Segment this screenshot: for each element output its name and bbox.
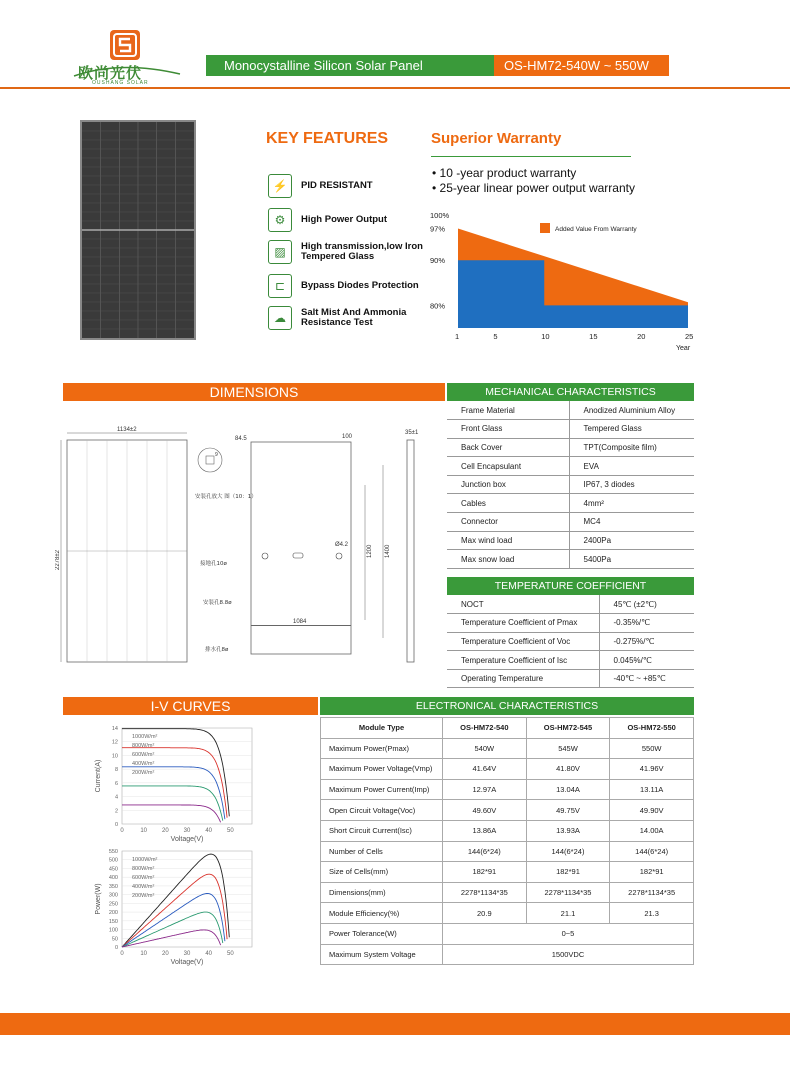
electrical-label: Module Efficiency(%) [321,903,443,924]
electrical-row [321,923,694,944]
temperature-value: -40℃ ~ +85℃ [599,669,694,688]
warranty-x-tick: 5 [493,332,498,341]
electrical-column-header: OS-HM72-540 [443,718,527,739]
electrical-value: 13.04A [526,779,610,800]
electrical-value: 144(6*24) [443,841,527,862]
y-tick-label: 250 [108,901,118,908]
y-tick-label: 450 [108,866,118,873]
dimension-drawing [55,420,445,675]
electrical-value: 182*91 [443,862,527,883]
electrical-label: Power Tolerance(W) [321,923,443,944]
temperature-table [447,595,694,688]
legend-label: 1000W/m² [132,734,158,740]
mechanical-row [447,550,694,569]
temperature-row [447,632,694,651]
warranty-y-tick: 97% [430,224,446,234]
electrical-label: Dimensions(mm) [321,882,443,903]
electrical-column-header: OS-HM72-545 [526,718,610,739]
electrical-value: 14.00A [610,820,694,841]
mechanical-label: Connector [447,513,569,532]
electrical-value: 49.75V [526,800,610,821]
x-tick-label: 20 [161,828,169,834]
mechanical-row [447,438,694,457]
x-tick-label: 20 [161,951,169,957]
electrical-row [321,779,694,800]
x-tick-label: 40 [205,828,213,834]
y-tick-label: 6 [114,780,118,787]
x-tick-label: 0 [120,828,124,834]
temperature-value: -0.35%/℃ [599,614,694,633]
temperature-value: -0.275%/℃ [599,632,694,651]
feature-label: High transmission,low Iron Tempered Glass [301,241,423,262]
mechanical-label: Max wind load [447,531,569,550]
legend-label: 600W/m² [132,752,155,758]
electrical-value: 20.9 [443,903,527,924]
mechanical-row [447,475,694,494]
salt-mist-icon: ☁ [268,306,292,330]
detail-label: 安装孔放大 图（10：1） [195,494,257,500]
dimensions-header: DIMENSIONS [63,383,445,401]
warranty-y-tick: 80% [430,301,446,311]
mechanical-value: Anodized Aluminium Alloy [569,401,694,420]
electrical-value: 1500VDC [443,944,694,965]
feature-label: Bypass Diodes Protection [301,280,419,291]
mechanical-table [447,401,694,569]
logo-english-text: OUSHANG SOLAR [92,80,149,86]
y-tick-label: 12 [111,739,118,746]
electrical-value: 540W [443,738,527,759]
electrical-value: 21.3 [610,903,694,924]
drain-hole-label: 排水孔8ø [205,647,229,653]
curve-line [122,805,221,822]
mechanical-row [447,457,694,476]
electrical-row [321,944,694,965]
mechanical-value: 5400Pa [569,550,694,569]
logo-chinese-text: 欧尚光伏 [78,64,143,82]
electrical-table [320,717,694,965]
temperature-row [447,651,694,670]
electrical-row [321,738,694,759]
y-tick-label: 2 [114,808,118,815]
y-tick-label: 8 [114,767,118,774]
mount-hole-label: 安装孔8.8ø [203,600,232,606]
dim-1200-label: 1200 [367,544,373,558]
x-tick-label: 10 [140,951,148,957]
product-name-bar: Monocystalline Silicon Solar Panel [206,55,494,76]
curve-line [122,894,225,948]
electrical-column-header: Module Type [321,718,443,739]
dim-1400-label: 1400 [385,544,391,558]
x-axis-label: Voltage(V) [170,836,204,843]
mechanical-row [447,401,694,420]
electrical-label: Short Circuit Current(Isc) [321,820,443,841]
electrical-header: ELECTRONICAL CHARACTERISTICS [320,697,694,715]
electrical-label: Maximum System Voltage [321,944,443,965]
electrical-row [321,800,694,821]
warranty-y-tick: 100% [430,211,450,220]
mechanical-label: Cables [447,494,569,513]
mechanical-label: Cell Encapsulant [447,457,569,476]
mechanical-value: 4mm² [569,494,694,513]
y-tick-label: 4 [114,794,118,801]
warranty-x-tick: 20 [637,332,646,341]
electrical-value: 41.80V [526,759,610,780]
feature-item-salt-mist [268,306,425,330]
x-tick-label: 50 [226,828,234,834]
d3-label: 9 [215,452,218,458]
temperature-row [447,614,694,633]
side-view-drawing [405,430,419,662]
electrical-value: 49.90V [610,800,694,821]
legend-label: 800W/m² [132,866,155,872]
header-divider [0,87,790,89]
electrical-value: 41.96V [610,759,694,780]
warranty-x-axis-label: Year [676,345,691,352]
solar-panel-image [80,120,196,340]
mechanical-row [447,531,694,550]
electrical-value: 182*91 [610,862,694,883]
d1-label: 84.5 [235,436,247,442]
footer-bar [0,1013,790,1035]
legend-label: 400W/m² [132,884,155,890]
electrical-label: Maximum Power Current(Imp) [321,779,443,800]
x-axis-label: Voltage(V) [170,959,204,966]
x-tick-label: 40 [205,951,213,957]
warranty-x-tick: 10 [541,332,550,341]
electrical-row [321,903,694,924]
x-tick-label: 30 [183,828,191,834]
warranty-divider [431,156,631,157]
y-tick-label: 500 [108,857,118,864]
temperature-label: Operating Temperature [447,669,599,688]
y-tick-label: 0 [114,822,118,828]
solar-panel-cells-icon [82,122,194,338]
power-output-icon: ⚙ [268,208,292,232]
legend-label: 400W/m² [132,761,155,767]
diode-icon: ⊏ [268,274,292,298]
pid-icon: ⚡ [268,174,292,198]
temperature-value: 45℃ (±2℃) [599,595,694,614]
feature-label: Salt Mist And Ammonia Resistance Test [301,307,407,328]
company-logo [70,30,190,88]
electrical-label: Maximum Power(Pmax) [321,738,443,759]
electrical-row [321,862,694,883]
electrical-value: 2278*1134*35 [526,882,610,903]
electrical-row [321,841,694,862]
legend-label: 1000W/m² [132,857,158,863]
x-tick-label: 0 [120,951,124,957]
warranty-title: Superior Warranty [431,130,562,147]
feature-item-diodes [268,274,425,298]
electrical-value: 41.64V [443,759,527,780]
feature-item-glass [268,240,425,264]
current-voltage-chart [90,722,260,847]
electrical-value: 12.97A [443,779,527,800]
y-tick-label: 300 [108,892,118,899]
legend-label: 200W/m² [132,893,155,899]
mechanical-value: Tempered Glass [569,420,694,439]
mechanical-value: MC4 [569,513,694,532]
y-tick-label: 10 [111,753,118,760]
warranty-x-tick: 15 [589,332,598,341]
warranty-bullet-text: 25-year linear power output warranty [439,181,635,195]
ground-hole-label: 接地孔10ø [200,561,227,567]
electrical-value: 144(6*24) [610,841,694,862]
temperature-header: TEMPERATURE COEFFICIENT [447,577,694,595]
y-axis-label: Power(W) [95,883,102,915]
x-tick-label: 10 [140,828,148,834]
feature-item-power [268,208,425,232]
electrical-row [321,882,694,903]
mechanical-row [447,420,694,439]
dim-1084-label: 1084 [293,619,307,625]
frame-depth-label: 35±1 [405,430,419,436]
temperature-label: NOCT [447,595,599,614]
electrical-header-row [321,718,694,739]
length-label: 2278±2 [55,550,61,570]
temperature-value: 0.045%/℃ [599,651,694,670]
y-tick-label: 200 [108,910,118,917]
electrical-label: Size of Cells(mm) [321,862,443,883]
electrical-value: 182*91 [526,862,610,883]
width-label: 1134±2 [117,427,137,433]
back-view-drawing [195,434,391,654]
y-tick-label: 50 [111,936,118,943]
warranty-legend-label: Added Value From Warranty [555,226,637,233]
electrical-row [321,820,694,841]
electrical-label: Number of Cells [321,841,443,862]
key-features-title: KEY FEATURES [266,130,389,147]
y-tick-label: 550 [108,849,118,855]
electrical-value: 2278*1134*35 [443,882,527,903]
y-tick-label: 150 [108,918,118,925]
temperature-row [447,595,694,614]
electrical-value: 0~5 [443,923,694,944]
mechanical-label: Front Glass [447,420,569,439]
feature-item-pid [268,174,425,198]
iv-curves-header: I-V CURVES [63,697,318,715]
electrical-value: 13.11A [610,779,694,800]
front-view-drawing [55,427,187,662]
mechanical-label: Frame Material [447,401,569,420]
warranty-bullet: • 10 -year product warranty [432,166,577,180]
mechanical-value: 2400Pa [569,531,694,550]
curve-line [122,786,223,821]
warranty-chart [428,210,698,355]
temperature-label: Temperature Coefficient of Pmax [447,614,599,633]
warranty-x-tick: 25 [685,332,694,341]
power-voltage-chart [90,845,260,975]
temperature-label: Temperature Coefficient of Isc [447,651,599,670]
d2-label: 100 [342,434,353,440]
y-tick-label: 100 [108,927,118,934]
legend-label: 200W/m² [132,770,155,776]
glass-icon: ▨ [268,240,292,264]
mechanical-row [447,494,694,513]
mechanical-header: MECHANICAL CHARACTERISTICS [447,383,694,401]
electrical-value: 49.60V [443,800,527,821]
dim-42-label: Ø4.2 [335,542,349,548]
electrical-value: 550W [610,738,694,759]
mechanical-label: Back Cover [447,438,569,457]
warranty-bullet: • 25-year linear power output warranty [432,181,635,195]
temperature-row [447,669,694,688]
y-tick-label: 14 [111,726,118,732]
electrical-value: 2278*1134*35 [610,882,694,903]
feature-label: High Power Output [301,214,388,225]
electrical-label: Maximum Power Voltage(Vmp) [321,759,443,780]
x-tick-label: 30 [183,951,191,957]
electrical-value: 545W [526,738,610,759]
mechanical-label: Junction box [447,475,569,494]
warranty-x-tick: 1 [455,332,460,341]
mechanical-value: TPT(Composite film) [569,438,694,457]
electrical-value: 21.1 [526,903,610,924]
temperature-label: Temperature Coefficient of Voc [447,632,599,651]
electrical-row [321,759,694,780]
y-tick-label: 0 [114,945,118,951]
y-tick-label: 350 [108,883,118,890]
warranty-bullet-text: 10 -year product warranty [439,166,577,180]
mechanical-row [447,513,694,532]
x-tick-label: 50 [226,951,234,957]
electrical-value: 13.86A [443,820,527,841]
mechanical-label: Max snow load [447,550,569,569]
warranty-legend-swatch [540,223,550,233]
y-axis-label: Current(A) [95,759,102,793]
y-tick-label: 400 [108,875,118,882]
mechanical-value: EVA [569,457,694,476]
electrical-value: 144(6*24) [526,841,610,862]
electrical-column-header: OS-HM72-550 [610,718,694,739]
warranty-y-tick: 90% [430,256,446,266]
legend-label: 800W/m² [132,743,155,749]
electrical-value: 13.93A [526,820,610,841]
feature-label: PID RESISTANT [301,180,373,191]
model-range-bar: OS-HM72-540W ~ 550W [494,55,669,76]
legend-label: 600W/m² [132,875,155,881]
mechanical-value: IP67, 3 diodes [569,475,694,494]
electrical-label: Open Circuit Voltage(Voc) [321,800,443,821]
